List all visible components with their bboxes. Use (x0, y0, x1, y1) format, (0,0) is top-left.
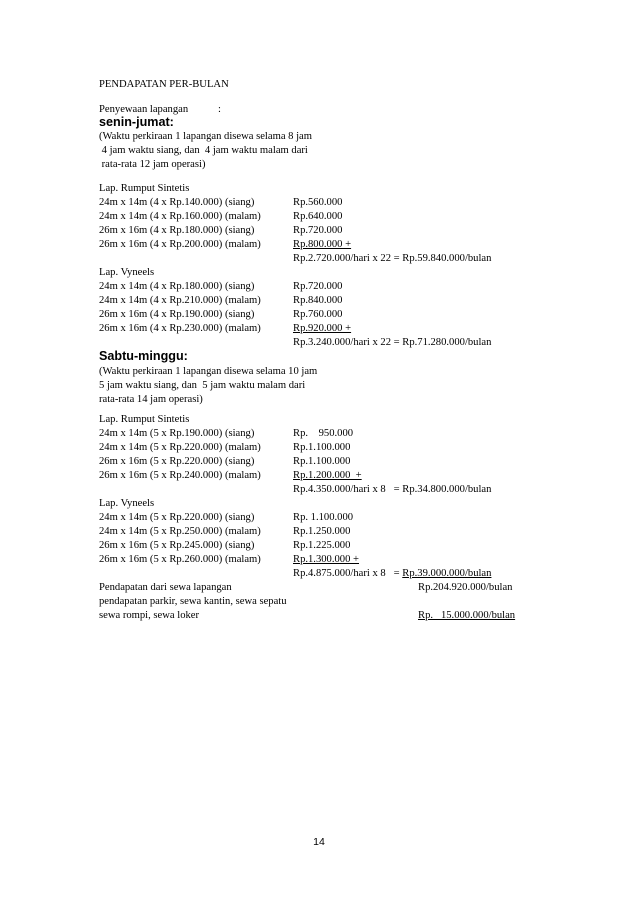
weekend-vyneels-row-amount: Rp. 1.100.000 (293, 512, 354, 523)
weekday-vyneels-row-amount: Rp.720.000 (293, 281, 343, 292)
weekday-note-line: 4 jam waktu siang, dan 4 jam waktu malam dari (99, 145, 308, 156)
weekend-vyneels-row-amount: Rp.1.225.000 (293, 540, 351, 551)
weekday-sintetis-row-desc: 26m x 16m (4 x Rp.180.000) (siang) (99, 225, 255, 236)
weekend-vyneels-row-desc: 26m x 16m (5 x Rp.260.000) (malam) (99, 554, 261, 565)
weekday-sintetis-row-desc: 26m x 16m (4 x Rp.200.000) (malam) (99, 239, 261, 250)
weekend-vyneels-row-amount: Rp.1.300.000 + (293, 554, 360, 565)
summary-rental-label: Pendapatan dari sewa lapangan (99, 582, 232, 593)
weekend-vyneels-label: Lap. Vyneels (99, 498, 155, 509)
weekend-heading: Sabtu-minggu: (99, 349, 188, 363)
weekend-note-line: 5 jam waktu siang, dan 5 jam waktu malam dari (99, 380, 306, 391)
weekend-sintetis-total: Rp.4.350.000/hari x 8 = Rp.34.800.000/bulan (293, 484, 492, 495)
weekend-vyneels-row-desc: 24m x 14m (5 x Rp.250.000) (malam) (99, 526, 261, 537)
intro-colon: : (218, 104, 221, 115)
weekday-sintetis-row-amount: Rp.720.000 (293, 225, 343, 236)
weekday-vyneels-row-amount: Rp.760.000 (293, 309, 343, 320)
weekend-note-line: (Waktu perkiraan 1 lapangan disewa selama 10 jam (99, 366, 318, 377)
weekday-vyneels-row-desc: 26m x 16m (4 x Rp.230.000) (malam) (99, 323, 261, 334)
weekday-note-line: (Waktu perkiraan 1 lapangan disewa selama 8 jam (99, 131, 312, 142)
weekend-vyneels-total (293, 567, 491, 580)
summary-rental-value: Rp.204.920.000/bulan (418, 582, 513, 593)
weekday-sintetis-label: Lap. Rumput Sintetis (99, 183, 190, 194)
weekend-sintetis-row-desc: 26m x 16m (5 x Rp.240.000) (malam) (99, 470, 261, 481)
weekend-vyneels-row-desc: 24m x 14m (5 x Rp.220.000) (siang) (99, 512, 255, 523)
weekend-sintetis-row-amount: Rp.1.100.000 (293, 456, 351, 467)
weekday-vyneels-total: Rp.3.240.000/hari x 22 = Rp.71.280.000/bulan (293, 337, 492, 348)
weekend-sintetis-row-amount: Rp.1.100.000 (293, 442, 351, 453)
weekday-vyneels-row-amount: Rp.840.000 (293, 295, 343, 306)
weekend-vyneels-row-desc: 26m x 16m (5 x Rp.245.000) (siang) (99, 540, 255, 551)
weekday-vyneels-label: Lap. Vyneels (99, 267, 155, 278)
weekday-sintetis-row-desc: 24m x 14m (4 x Rp.140.000) (siang) (99, 197, 255, 208)
weekend-vyneels-total-prefix: Rp.4.875.000/hari x 8 = (293, 568, 403, 579)
weekday-vyneels-row-desc: 24m x 14m (4 x Rp.180.000) (siang) (99, 281, 255, 292)
weekday-sintetis-row-desc: 24m x 14m (4 x Rp.160.000) (malam) (99, 211, 261, 222)
page-title: PENDAPATAN PER-BULAN (99, 79, 229, 90)
weekend-sintetis-row-amount: Rp.1.200.000 + (293, 470, 362, 481)
summary-other-line: sewa rompi, sewa loker (99, 610, 200, 621)
weekday-vyneels-row-desc: 24m x 14m (4 x Rp.210.000) (malam) (99, 295, 261, 306)
weekend-sintetis-row-desc: 24m x 14m (5 x Rp.220.000) (malam) (99, 442, 261, 453)
summary-other-line: pendapatan parkir, sewa kantin, sewa sepatu (99, 596, 287, 607)
weekday-sintetis-row-amount: Rp.640.000 (293, 211, 343, 222)
weekday-sintetis-row-amount: Rp.800.000 + (293, 239, 352, 250)
weekend-note-line: rata-rata 14 jam operasi) (99, 394, 203, 405)
page-number: 14 (313, 836, 325, 848)
weekday-sintetis-total: Rp.2.720.000/hari x 22 = Rp.59.840.000/bulan (293, 253, 492, 264)
weekend-sintetis-row-amount: Rp. 950.000 (293, 428, 354, 439)
weekday-note-line: rata-rata 12 jam operasi) (99, 159, 206, 170)
intro-label: Penyewaan lapangan (99, 104, 189, 115)
weekday-sintetis-row-amount: Rp.560.000 (293, 197, 343, 208)
weekend-sintetis-row-desc: 24m x 14m (5 x Rp.190.000) (siang) (99, 428, 255, 439)
weekend-vyneels-row-amount: Rp.1.250.000 (293, 526, 351, 537)
weekday-vyneels-row-desc: 26m x 16m (4 x Rp.190.000) (siang) (99, 309, 255, 320)
weekend-sintetis-row-desc: 26m x 16m (5 x Rp.220.000) (siang) (99, 456, 255, 467)
summary-other-value: Rp. 15.000.000/bulan (418, 610, 516, 621)
weekday-heading: senin-jumat: (99, 115, 174, 129)
weekday-vyneels-row-amount: Rp.920.000 + (293, 323, 352, 334)
weekend-vyneels-total-value: Rp.39.000.000/bulan (402, 568, 492, 579)
weekend-sintetis-label: Lap. Rumput Sintetis (99, 414, 190, 425)
